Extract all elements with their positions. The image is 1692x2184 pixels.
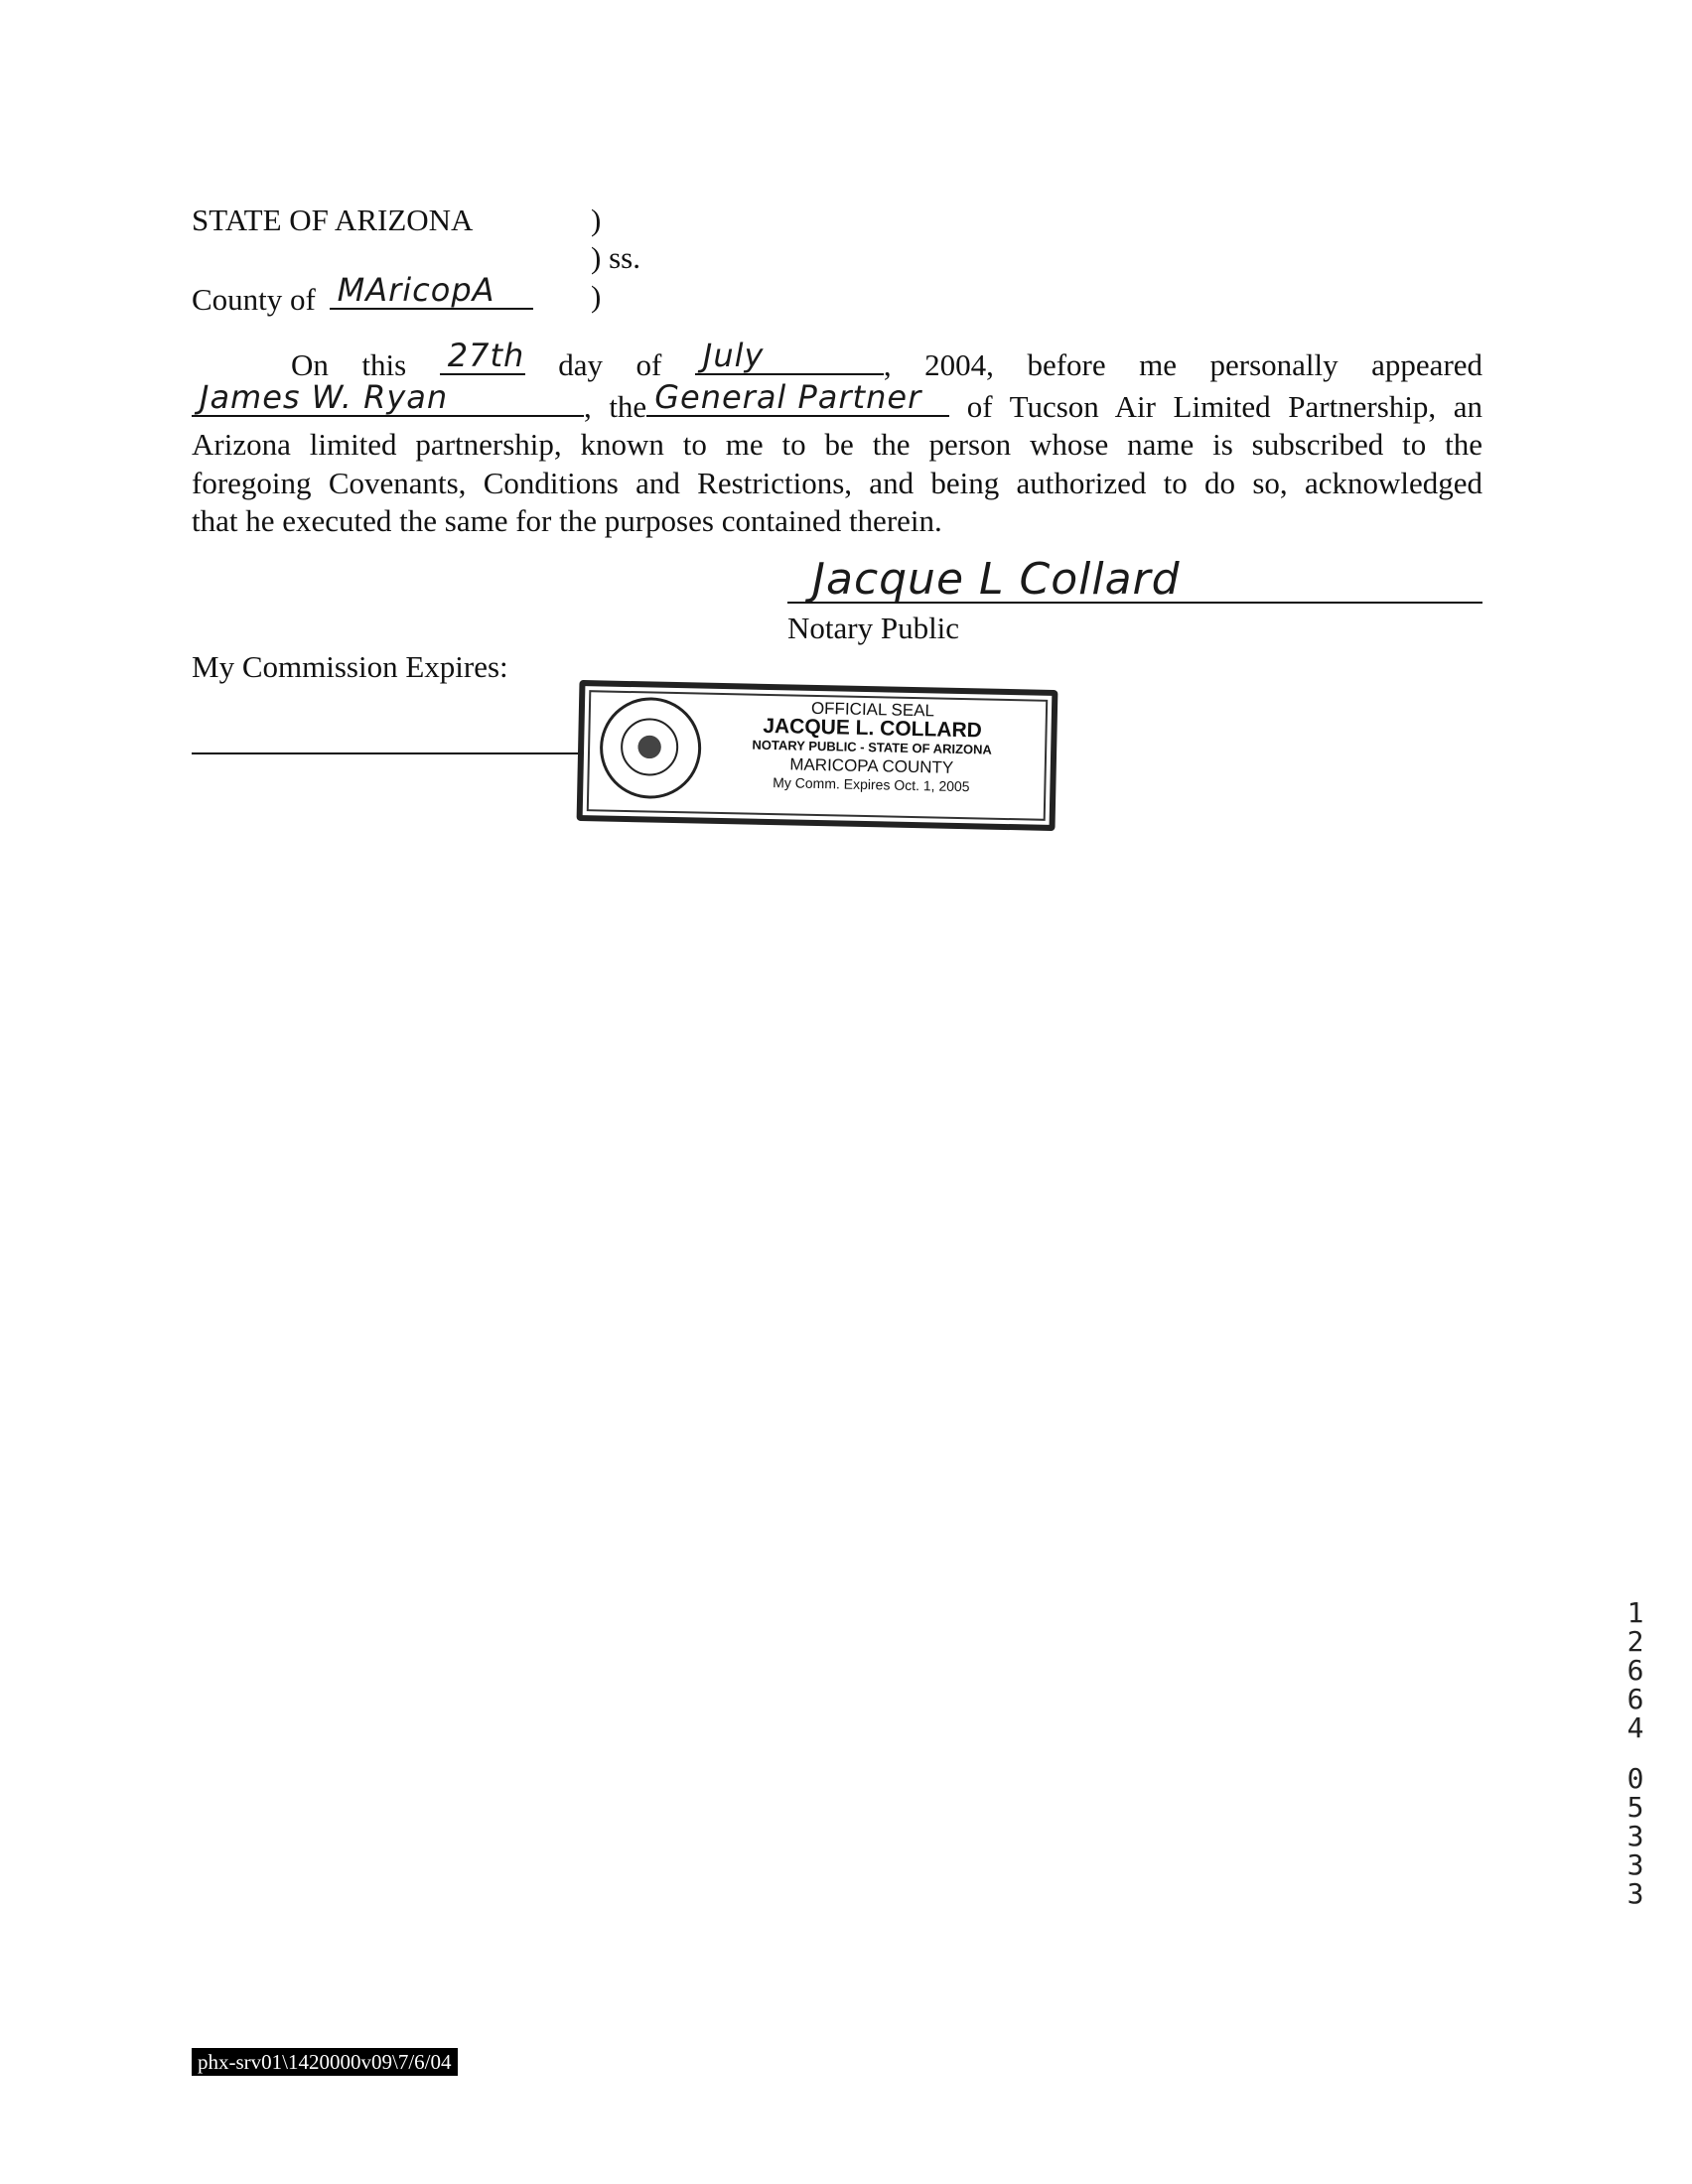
month-handwritten: July [702, 337, 765, 374]
state-heading: STATE OF ARIZONA [192, 203, 474, 237]
para-line-4: foregoing Covenants, Conditions and Restrictions, and being authorized to do so, acknowledged [192, 465, 1482, 500]
recording-digit: 6 [1626, 1683, 1644, 1715]
seal-notary-state: NOTARY PUBLIC - STATE OF ARIZONA [752, 737, 993, 757]
partnership-text: of Tucson Air Limited Partnership, an [966, 388, 1483, 424]
recording-digit: 2 [1626, 1625, 1644, 1658]
official-seal-stamp [577, 680, 1058, 831]
recording-digit: 5 [1626, 1791, 1644, 1824]
venue-paren-ss: ) ss. [591, 240, 640, 275]
seal-text-block [722, 697, 1022, 797]
recording-digit: 4 [1626, 1711, 1644, 1744]
on-this-text: On this [291, 347, 407, 382]
notary-public-label: Notary Public [787, 611, 960, 645]
venue-paren-1: ) [591, 203, 602, 237]
title-handwritten: General Partner [654, 377, 922, 416]
year-text: , 2004, before me personally appeared [883, 347, 1483, 382]
recording-number [1616, 1598, 1655, 1908]
recording-digit: 3 [1626, 1848, 1644, 1881]
acknowledgment-paragraph [192, 337, 1483, 541]
venue-paren-3: ) [591, 279, 602, 314]
seal-notary-name: JACQUE L. COLLARD [763, 714, 983, 743]
county-label: County of [192, 282, 316, 317]
county-field [330, 271, 533, 310]
name-handwritten: James W. Ryan [200, 377, 449, 416]
recording-digit: 3 [1626, 1877, 1644, 1910]
month-field [695, 337, 884, 375]
seal-expiration: My Comm. Expires Oct. 1, 2005 [773, 774, 970, 795]
commission-line [192, 752, 589, 754]
document-id-footer: phx-srv01\1420000v09\7/6/04 [192, 2048, 458, 2076]
para-line-3: Arizona limited partnership, known to me to be the person whose name is subscribed to the [192, 427, 1482, 462]
recording-digit: 6 [1626, 1654, 1644, 1687]
commission-label: My Commission Expires: [192, 649, 508, 684]
para-line-5: that he executed the same for the purposes contained therein. [192, 503, 942, 538]
notary-signature: Jacque L Collard [812, 554, 1181, 605]
recording-digit: 3 [1626, 1820, 1644, 1852]
day-field [440, 337, 525, 375]
county-line [192, 271, 533, 319]
seal-title: OFFICIAL SEAL [810, 698, 935, 721]
title-field [646, 377, 949, 417]
day-of-text: day of [558, 347, 662, 382]
seal-county: MARICOPA COUNTY [789, 754, 954, 777]
day-handwritten: 27th [447, 337, 525, 374]
county-handwritten: MAricopA [337, 271, 495, 309]
name-field [192, 377, 584, 417]
recording-digit: 0 [1626, 1762, 1644, 1795]
para-line-2 [192, 377, 1483, 427]
recording-digit: 1 [1626, 1596, 1644, 1629]
the-text: , the [584, 388, 647, 424]
